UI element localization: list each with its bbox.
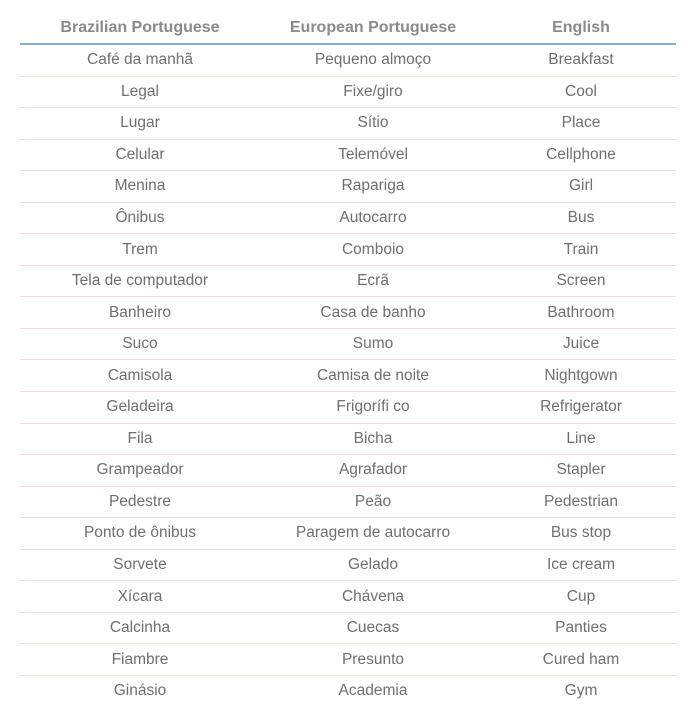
brazilian-portuguese-cell: Banheiro [20,297,260,329]
table-row [20,612,676,644]
european-portuguese-cell: Sítio [260,108,486,140]
english-cell: Cool [486,76,676,108]
english-cell: Refrigerator [486,392,676,424]
brazilian-portuguese-cell: Fila [20,423,260,455]
table-row [20,644,676,676]
english-cell: Screen [486,265,676,297]
european-portuguese-cell: Academia [338,682,408,700]
brazilian-portuguese-cell: Café da manhã [20,44,260,76]
english-cell: Bus stop [486,518,676,550]
brazilian-portuguese-cell: Tela de computador [20,265,260,297]
table-row [20,108,676,140]
brazilian-portuguese-cell: Menina [20,171,260,203]
english-cell: Girl [486,171,676,203]
european-portuguese-cell: Peão [260,486,486,518]
english-cell: Ice cream [486,549,676,581]
english-cell: Train [486,234,676,266]
brazilian-portuguese-cell: Sorvete [20,549,260,581]
brazilian-portuguese-cell: Legal [20,76,260,108]
column-header-european-portuguese: European Portuguese [260,12,486,44]
english-cell: Nightgown [486,360,676,392]
table-row [20,423,676,455]
european-portuguese-cell: Cuecas [260,612,486,644]
table-row [20,518,676,550]
brazilian-portuguese-cell: Camisola [20,360,260,392]
european-portuguese-cell: Rapariga [260,171,486,203]
english-cell: Cured ham [486,644,676,676]
european-portuguese-cell: Gelado [260,549,486,581]
european-portuguese-cell: Fixe/giro [260,76,486,108]
european-portuguese-cell: Agrafador [260,455,486,487]
header-row [20,12,676,44]
table-row [20,44,676,76]
english-cell: Panties [486,612,676,644]
table-row [20,171,676,203]
european-portuguese-cell: Chávena [260,581,486,613]
european-portuguese-cell: Paragem de autocarro [260,518,486,550]
brazilian-portuguese-cell: Ginásio [113,682,167,700]
english-cell: Line [486,423,676,455]
european-portuguese-cell: Presunto [260,644,486,676]
european-portuguese-cell: Ecrã [260,265,486,297]
column-header-english: English [486,12,676,44]
vocabulary-table-container [20,12,676,706]
brazilian-portuguese-cell: Grampeador [20,455,260,487]
english-cell: Cellphone [486,139,676,171]
table-row [20,328,676,360]
table-row [20,549,676,581]
english-cell: Bus [486,202,676,234]
english-cell: Pedestrian [486,486,676,518]
table-row [20,202,676,234]
table-row [20,234,676,266]
european-portuguese-cell: Telemóvel [260,139,486,171]
english-cell: Gym [564,682,598,700]
english-cell: Breakfast [486,44,676,76]
european-portuguese-cell: Frigorífi co [260,392,486,424]
brazilian-portuguese-cell: Geladeira [20,392,260,424]
european-portuguese-cell: Autocarro [260,202,486,234]
english-cell: Place [486,108,676,140]
table-row [20,360,676,392]
european-portuguese-cell: Sumo [260,328,486,360]
table-header [20,12,676,44]
brazilian-portuguese-cell: Calcinha [20,612,260,644]
table-row [20,455,676,487]
english-cell: Cup [486,581,676,613]
brazilian-portuguese-cell: Fiambre [20,644,260,676]
table-row [20,139,676,171]
column-header-brazilian-portuguese: Brazilian Portuguese [20,12,260,44]
table-row [20,76,676,108]
brazilian-portuguese-cell: Xícara [20,581,260,613]
brazilian-portuguese-cell: Ponto de ônibus [20,518,260,550]
vocabulary-comparison-table [20,12,676,706]
table-row [20,265,676,297]
brazilian-portuguese-cell: Lugar [20,108,260,140]
european-portuguese-cell: Bicha [260,423,486,455]
table-row [20,486,676,518]
brazilian-portuguese-cell: Suco [20,328,260,360]
european-portuguese-cell: Comboio [260,234,486,266]
european-portuguese-cell: Pequeno almoço [260,44,486,76]
brazilian-portuguese-cell: Trem [20,234,260,266]
european-portuguese-cell: Camisa de noite [260,360,486,392]
table-row [20,581,676,613]
brazilian-portuguese-cell: Ônibus [20,202,260,234]
table-row [20,675,676,706]
table-row [20,297,676,329]
european-portuguese-cell: Casa de banho [260,297,486,329]
brazilian-portuguese-cell: Pedestre [20,486,260,518]
english-cell: Juice [486,328,676,360]
table-row [20,392,676,424]
brazilian-portuguese-cell: Celular [20,139,260,171]
table-body [20,44,676,706]
english-cell: Bathroom [486,297,676,329]
english-cell: Stapler [486,455,676,487]
